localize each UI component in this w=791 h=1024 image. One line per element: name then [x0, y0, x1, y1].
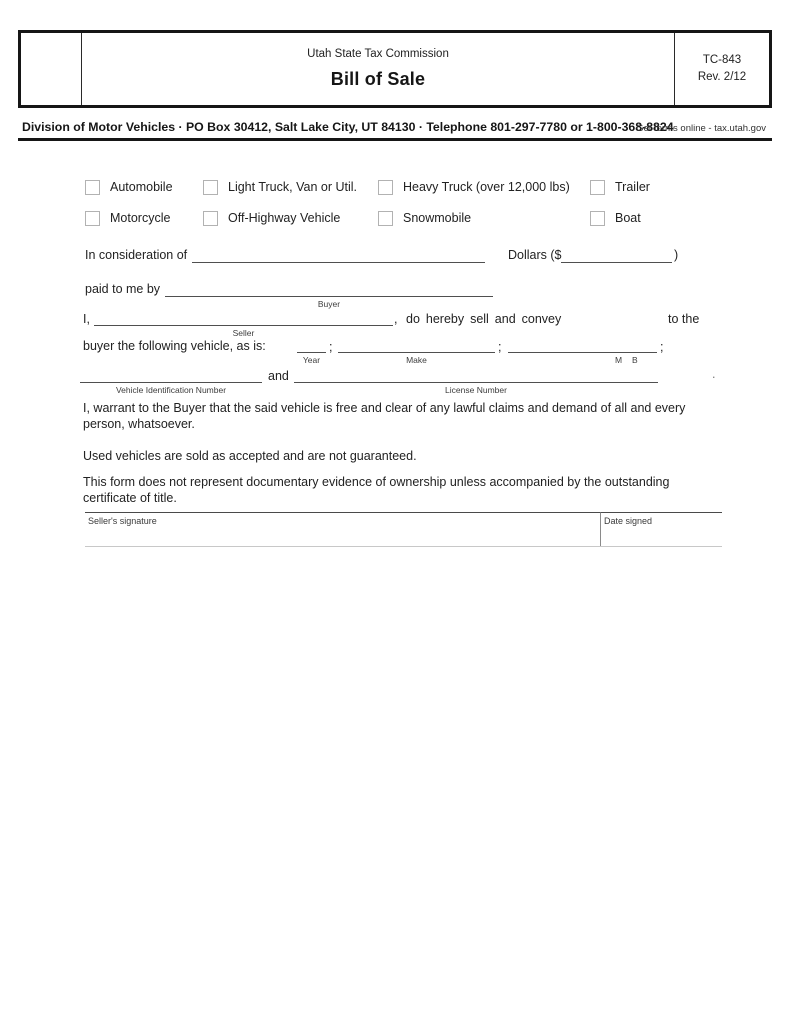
vehicle-type-item-off-highway [203, 210, 340, 226]
seller-signature-label: Seller's signature [88, 516, 157, 526]
make-caption: Make [406, 355, 427, 365]
agency-name: Utah State Tax Commission [307, 48, 449, 60]
model-field[interactable] [508, 352, 657, 353]
heavy-truck-checkbox[interactable] [378, 180, 393, 195]
automobile-label: Automobile [110, 180, 173, 194]
close-paren: ) [674, 248, 679, 262]
vin-field[interactable] [80, 382, 262, 383]
signature-table-bottom-rule [85, 546, 722, 547]
vehicle-type-item-heavy-truck [378, 179, 570, 195]
header-center-cell [82, 33, 674, 105]
trailer-label: Trailer [615, 180, 650, 194]
date-signed-field[interactable] [600, 512, 722, 546]
year-field[interactable] [297, 352, 326, 353]
header-left-cell [21, 33, 82, 105]
warranty-paragraph-line2: person, whatsoever. [83, 417, 195, 431]
warranty-paragraph-line1: I, warrant to the Buyer that the said vehicle is free and clear of any lawful claims and demand of all and every [83, 401, 686, 415]
buyer-name-field[interactable] [165, 296, 493, 297]
separator-1: ; [329, 340, 333, 354]
used-vehicles-paragraph: Used vehicles are sold as accepted and are not guaranteed. [83, 449, 417, 463]
consideration-label: In consideration of [85, 248, 188, 262]
heavy-truck-label: Heavy Truck (over 12,000 lbs) [403, 180, 570, 194]
boat-checkbox[interactable] [590, 211, 605, 226]
dmv-contact-line: Division of Motor Vehicles · PO Box 30412, Salt Lake City, UT 84130 · Telephone 801-297-7780 or 1-800-368-8824 [22, 120, 674, 134]
vehicle-type-item-motorcycle [85, 210, 170, 226]
automobile-checkbox[interactable] [85, 180, 100, 195]
seller-caption: Seller [232, 328, 255, 338]
model-caption-fragment-1: M [615, 355, 623, 365]
form-title: Bill of Sale [330, 69, 426, 89]
boat-label: Boat [615, 211, 641, 225]
light-truck-label: Light Truck, Van or Util. [228, 180, 357, 194]
dollar-amount-field[interactable] [561, 262, 672, 263]
year-caption: Year [302, 355, 321, 365]
vin-caption: Vehicle Identification Number [115, 385, 227, 395]
vehicle-type-item-snowmobile [378, 210, 471, 226]
motorcycle-label: Motorcycle [110, 211, 171, 225]
motorcycle-checkbox[interactable] [85, 211, 100, 226]
license-number-field[interactable] [294, 382, 658, 383]
vehicle-type-item-light-truck [203, 179, 357, 195]
off-highway-checkbox[interactable] [203, 211, 218, 226]
paid-to-me-by-label: paid to me by [85, 282, 161, 296]
consideration-amount-field[interactable] [192, 262, 485, 263]
license-caption: License Number [445, 385, 507, 395]
and-label: and [268, 369, 289, 383]
form-revision: Rev. 2/12 [697, 71, 747, 83]
date-signed-label: Date signed [604, 516, 653, 526]
seller-signature-field[interactable] [85, 512, 600, 546]
vehicle-type-item-trailer [590, 179, 650, 195]
vehicle-as-is-label: buyer the following vehicle, as is: [83, 339, 266, 353]
snowmobile-checkbox[interactable] [378, 211, 393, 226]
header-divider-rule [18, 138, 772, 141]
title-paragraph-line1: This form does not represent documentary evidence of ownership unless accompanied by the outstanding [83, 475, 670, 489]
vehicle-type-item-boat [590, 210, 641, 226]
to-the-text: to the [668, 312, 700, 326]
trailing-period: . [712, 367, 716, 381]
form-header [18, 30, 772, 108]
off-highway-label: Off-Highway Vehicle [228, 211, 341, 225]
vehicle-type-item-automobile [85, 179, 173, 195]
make-field[interactable] [338, 352, 495, 353]
dollars-label: Dollars ($ [508, 248, 562, 262]
header-form-number-cell [674, 33, 769, 105]
seller-name-field[interactable] [94, 325, 393, 326]
light-truck-checkbox[interactable] [203, 180, 218, 195]
convey-text: do hereby sell and convey [406, 312, 562, 326]
title-paragraph-line2: certificate of title. [83, 491, 177, 505]
snowmobile-label: Snowmobile [403, 211, 472, 225]
seller-line-comma: , [394, 312, 398, 326]
get-forms-online-link[interactable]: Get forms online - tax.utah.gov [636, 123, 766, 134]
model-caption-fragment-2: B [632, 355, 638, 365]
buyer-caption: Buyer [317, 299, 341, 309]
i-prefix: I, [83, 312, 90, 326]
trailer-checkbox[interactable] [590, 180, 605, 195]
separator-3: ; [660, 340, 664, 354]
form-number: TC-843 [702, 54, 742, 67]
separator-2: ; [498, 340, 502, 354]
